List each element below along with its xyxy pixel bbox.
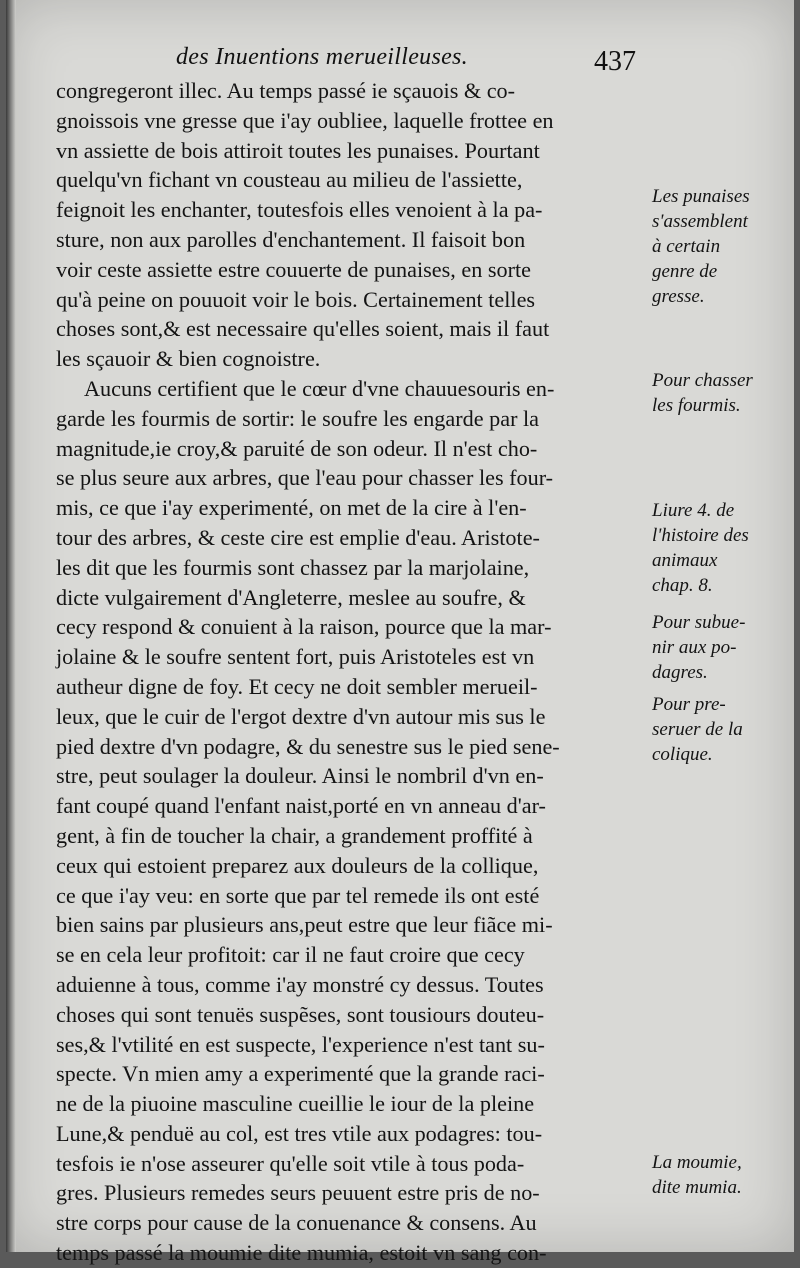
text-line: magnitude,ie croy,& paruité de son odeur. Il n'est cho- xyxy=(56,435,538,461)
text-line: gnoissois vne gresse que i'ay oubliee, laquelle frottee en xyxy=(56,107,554,133)
text-line: garde les fourmis de sortir: le soufre les engarde par la xyxy=(56,405,540,431)
text-line: se en cela leur profitoit: car il ne faut croire que cecy xyxy=(56,942,525,968)
text-line: vn assiette de bois attiroit toutes les punaises. Pourtant xyxy=(56,137,540,163)
text-line: Lune,& penduë au col, est tres vtile aux podagres: tou- xyxy=(56,1120,543,1146)
margin-note-line: Pour chasser xyxy=(652,370,753,391)
text-line: ce que i'ay veu: en sorte que par tel remede ils ont esté xyxy=(56,882,540,908)
text-line: specte. Vn mien amy a experimenté que la grande raci- xyxy=(56,1061,545,1087)
text-line: temps passé la moumie dite mumia, estoit vn sang con- xyxy=(56,1240,547,1266)
margin-note-line: dagres. xyxy=(652,662,708,683)
margin-note xyxy=(652,692,792,767)
text-line: choses qui sont tenuës suspẽses, sont tousiours douteu- xyxy=(56,1001,545,1027)
margin-note-line: les fourmis. xyxy=(652,395,741,416)
margin-note xyxy=(652,610,792,685)
text-line: leux, que le cuir de l'ergot dextre d'vn autour mis sus le xyxy=(56,703,546,729)
margin-note xyxy=(652,184,792,309)
text-line: ne de la piuoine masculine cueillie le iour de la pleine xyxy=(56,1091,535,1117)
text-line: feignoit les enchanter, toutesfois elles venoient à la pa- xyxy=(56,197,543,223)
margin-note-line: s'assemblent xyxy=(652,211,748,232)
margin-note xyxy=(652,368,792,418)
margin-note-line: La moumie, xyxy=(652,1152,742,1173)
margin-note-line: l'histoire des xyxy=(652,525,749,546)
text-line: dicte vulgairement d'Angleterre, meslee au soufre, & xyxy=(56,584,526,610)
margin-note-line: Les punaises xyxy=(652,186,750,207)
text-line: sture, non aux parolles d'enchantement. Il faisoit bon xyxy=(56,226,526,252)
margin-note-line: Pour subue- xyxy=(652,612,746,633)
text-line: autheur digne de foy. Et cecy ne doit sembler merueil- xyxy=(56,673,538,699)
page-header xyxy=(166,44,636,80)
text-line: choses sont,& est necessaire qu'elles soient, mais il faut xyxy=(56,316,550,342)
text-line: fant coupé quand l'enfant naist,porté en vn anneau d'ar- xyxy=(56,793,546,819)
text-line: gent, à fin de toucher la chair, a grandement proffité à xyxy=(56,822,533,848)
body-text xyxy=(56,76,646,1268)
text-line: stre, peut soulager la douleur. Ainsi le nombril d'vn en- xyxy=(56,763,544,789)
margin-note-line: animaux xyxy=(652,550,718,571)
margin-note-line: Liure 4. de xyxy=(652,500,735,521)
text-line: aduienne à tous, comme i'ay monstré cy dessus. Toutes xyxy=(56,971,544,997)
margin-note-line: dite mumia. xyxy=(652,1177,742,1198)
running-head: des Inuentions merueilleuses. xyxy=(176,44,468,70)
text-line: les dit que les fourmis sont chassez par la marjolaine, xyxy=(56,554,530,580)
margin-note-line: colique. xyxy=(652,744,713,765)
margin-note-line: nir aux po- xyxy=(652,637,737,658)
margin-note-line: à certain xyxy=(652,236,721,257)
text-line: tesfois ie n'ose asseurer qu'elle soit vtile à tous poda- xyxy=(56,1150,525,1176)
text-line: quelqu'vn fichant vn cousteau au milieu de l'assiette, xyxy=(56,167,523,193)
text-line: gres. Plusieurs remedes seurs peuuent estre pris de no- xyxy=(56,1180,540,1206)
text-line: Aucuns certifient que le cœur d'vne chauuesouris en- xyxy=(84,375,555,401)
text-line: tour des arbres, & ceste cire est emplie d'eau. Aristote- xyxy=(56,524,540,550)
text-line: mis, ce que i'ay experimenté, on met de la cire à l'en- xyxy=(56,495,527,521)
margin-note xyxy=(652,1150,792,1200)
text-line: se plus seure aux arbres, que l'eau pour chasser les four- xyxy=(56,465,554,491)
margin-note-line: gresse. xyxy=(652,286,705,307)
text-line: congregeront illec. Au temps passé ie sçauois & co- xyxy=(56,78,516,103)
margin-note-line: genre de xyxy=(652,261,718,282)
text-line: jolaine & le soufre sentent fort, puis Aristoteles est vn xyxy=(56,644,535,670)
text-line: pied dextre d'vn podagre, & du senestre sus le pied sene- xyxy=(56,733,560,759)
book-page xyxy=(6,0,794,1266)
page-number: 437 xyxy=(594,46,636,77)
text-line: cecy respond & conuient à la raison, pource que la mar- xyxy=(56,614,552,640)
margin-note-line: chap. 8. xyxy=(652,575,713,596)
margin-note-line: seruer de la xyxy=(652,719,743,740)
text-line: ceux qui estoient preparez aux douleurs de la collique, xyxy=(56,852,539,878)
text-line: stre corps pour cause de la conuenance & consens. Au xyxy=(56,1210,537,1236)
margin-note-line: Pour pre- xyxy=(652,694,726,715)
text-line: voir ceste assiette estre couuerte de punaises, en sorte xyxy=(56,256,531,282)
page-spine-shadow xyxy=(6,0,16,1252)
text-line: qu'à peine on pouuoit voir le bois. Certainement telles xyxy=(56,286,536,312)
text-line: les sçauoir & bien cognoistre. xyxy=(56,346,321,372)
margin-note xyxy=(652,498,792,598)
text-line: bien sains par plusieurs ans,peut estre que leur fiãce mi- xyxy=(56,912,553,938)
text-line: ses,& l'vtilité en est suspecte, l'experience n'est tant su- xyxy=(56,1031,545,1057)
